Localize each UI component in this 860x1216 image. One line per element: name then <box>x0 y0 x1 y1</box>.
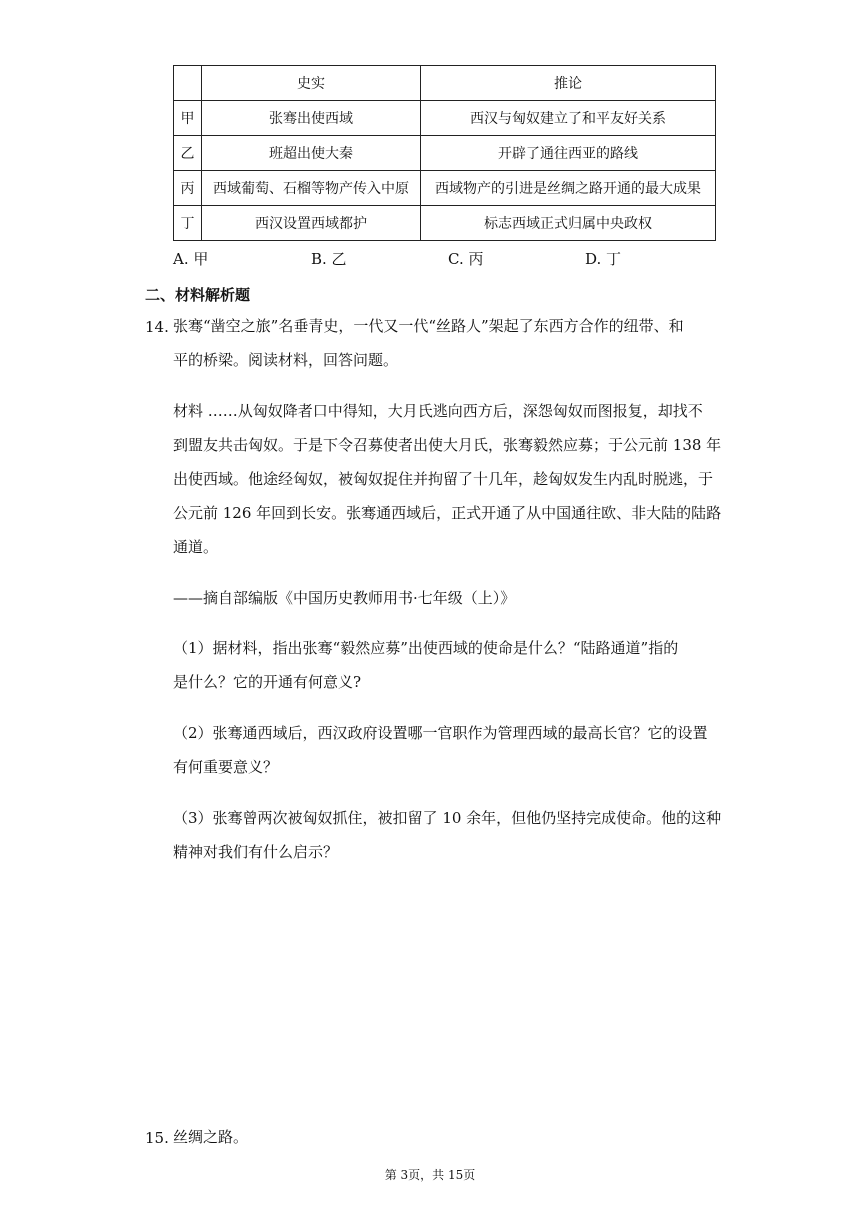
facts-table <box>173 65 716 241</box>
text-line: （3）张骞曾两次被匈奴抓住，被扣留了 10 余年，但他仍坚持完成使命。他的这种 <box>173 809 722 827</box>
text-line: 公元前 126 年回到长安。张骞通西域后，正式开通了从中国通往欧、非大陆的陆路 <box>173 504 722 522</box>
text-line: 出使西域。他途经匈奴，被匈奴捉住并拘留了十几年，趁匈奴发生内乱时脱逃，于 <box>173 470 714 488</box>
text-line: 精神对我们有什么启示？ <box>173 843 339 861</box>
row-conclusion: 标志西域正式归属中央政权 <box>421 206 716 241</box>
question-15-number: 15. <box>145 1129 169 1147</box>
row-key: 丙 <box>174 171 202 206</box>
option-c: C. 丙 <box>448 250 484 268</box>
row-fact: 西汉设置西域都护 <box>202 206 421 241</box>
material-source: ——摘自部编版《中国历史教师用书·七年级（上）》 <box>173 589 516 607</box>
text-line: 有何重要意义？ <box>173 758 279 776</box>
sub-question-1 <box>173 631 678 699</box>
section-title: 二、材料解析题 <box>145 286 251 304</box>
option-a: A. 甲 <box>173 250 209 268</box>
text-line: （2）张骞通西域后，西汉政府设置哪一官职作为管理西域的最高长官？它的设置 <box>173 724 708 742</box>
table-header-fact: 史实 <box>202 66 421 101</box>
row-fact: 西域葡萄、石榴等物产传入中原 <box>202 171 421 206</box>
table-row <box>174 206 716 241</box>
table-row <box>174 171 716 206</box>
table-row <box>174 101 716 136</box>
row-conclusion: 西汉与匈奴建立了和平友好关系 <box>421 101 716 136</box>
row-fact: 张骞出使西域 <box>202 101 421 136</box>
question-14-intro <box>173 309 684 377</box>
page-footer: 第 3页，共 15页 <box>384 1168 476 1182</box>
row-key: 乙 <box>174 136 202 171</box>
table-header-key <box>174 66 202 101</box>
question-15-text: 丝绸之路。 <box>173 1128 249 1146</box>
table-header-row <box>174 66 716 101</box>
text-line: （1）据材料，指出张骞“毅然应募”出使西域的使命是什么？“陆路通道”指的 <box>173 639 679 657</box>
text-line: 平的桥梁。阅读材料，回答问题。 <box>173 351 399 369</box>
material-block <box>173 394 721 564</box>
text-line: 是什么？它的开通有何意义? <box>173 673 362 691</box>
row-key: 丁 <box>174 206 202 241</box>
row-conclusion: 西域物产的引进是丝绸之路开通的最大成果 <box>421 171 716 206</box>
option-b: B. 乙 <box>311 250 347 268</box>
sub-question-3 <box>173 801 721 869</box>
table-row <box>174 136 716 171</box>
question-14-number: 14. <box>145 318 169 336</box>
row-fact: 班超出使大秦 <box>202 136 421 171</box>
text-line: 材料 ……从匈奴降者口中得知，大月氏逃向西方后，深怨匈奴而图报复，却找不 <box>173 402 703 420</box>
option-d: D. 丁 <box>585 250 622 268</box>
sub-question-2 <box>173 716 708 784</box>
text-line: 张骞“凿空之旅”名垂青史，一代又一代“丝路人”架起了东西方合作的纽带、和 <box>173 317 684 335</box>
text-line: 通道。 <box>173 538 219 556</box>
row-conclusion: 开辟了通往西亚的路线 <box>421 136 716 171</box>
text-line: 到盟友共击匈奴。于是下令召募使者出使大月氏，张骞毅然应募；于公元前 138 年 <box>173 436 722 454</box>
table-header-conclusion: 推论 <box>421 66 716 101</box>
row-key: 甲 <box>174 101 202 136</box>
